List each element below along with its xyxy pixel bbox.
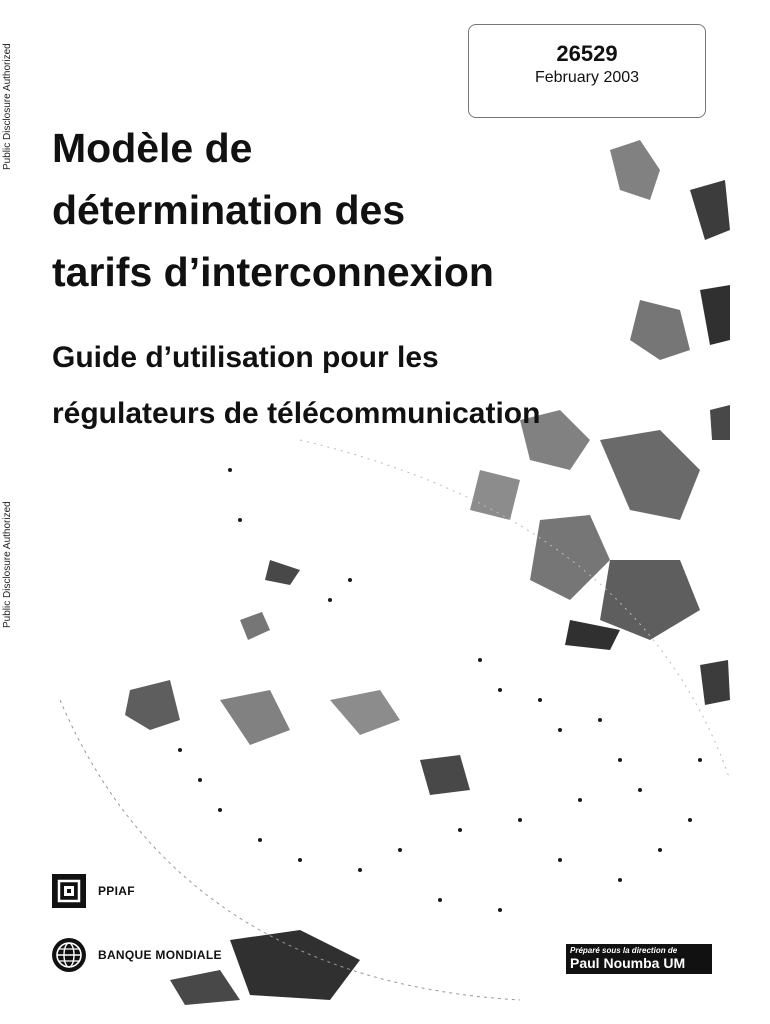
ppiaf-logo	[52, 874, 135, 908]
document-date: February 2003	[534, 69, 640, 86]
subtitle-line-1: Guide d’utilisation pour les	[52, 341, 439, 374]
credit-prepared-by: Préparé sous la direction de	[570, 946, 678, 955]
worldbank-label: BANQUE MONDIALE	[98, 948, 222, 962]
disclosure-stamp-top: Public Disclosure Authorized	[2, 43, 13, 170]
credit-author-name: Paul Noumba UM	[570, 955, 686, 971]
author-credit	[566, 944, 712, 974]
globe-logo-icon	[52, 938, 86, 972]
title-line-1: Modèle de	[52, 125, 253, 171]
title-line-2: détermination des	[52, 187, 406, 233]
title-line-3: tarifs d’interconnexion	[52, 249, 494, 295]
worldbank-logo	[52, 938, 222, 972]
subtitle-line-2: régulateurs de télécommunication	[52, 397, 541, 430]
document-number-box	[468, 24, 706, 118]
ppiaf-label: PPIAF	[98, 884, 135, 898]
document-number: 26529	[556, 41, 618, 66]
disclosure-stamp-bottom: Public Disclosure Authorized	[2, 501, 13, 628]
ppiaf-logo-icon	[52, 874, 86, 908]
